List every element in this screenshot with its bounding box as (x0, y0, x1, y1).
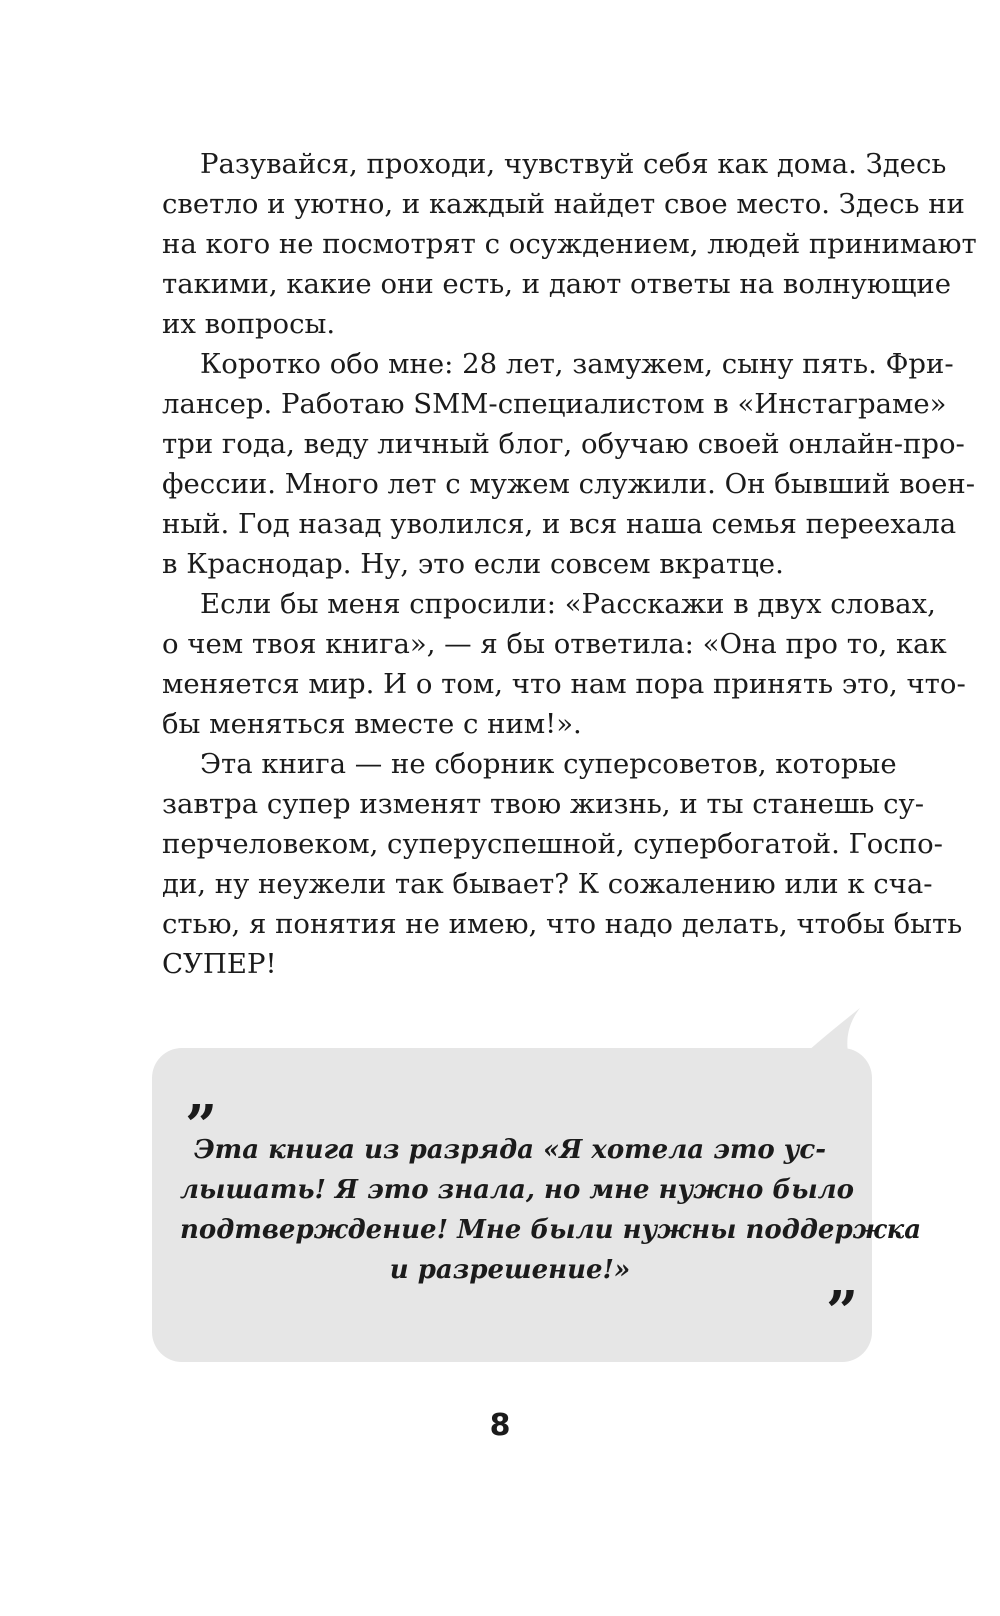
paragraph-3 (162, 584, 966, 744)
paragraph-2 (162, 344, 976, 584)
quote-line: подтверждение! Мне были нужны поддержка (180, 1215, 922, 1245)
body-text (162, 144, 977, 984)
quote-line: лышать! Я это знала, но мне нужно было (180, 1175, 855, 1205)
text-line: бы меняться вместе с ним!». (162, 708, 582, 740)
text-line: завтра супер изменят твою жизнь, и ты станешь су- (162, 788, 925, 820)
text-line: три года, веду личный блог, обучаю своей онлайн-про- (162, 428, 965, 460)
text-line: на кого не посмотрят с осуждением, людей принимают (162, 228, 977, 260)
text-line: светло и уютно, и каждый найдет свое место. Здесь ни (162, 188, 965, 220)
text-line: Эта книга — не сборник суперсоветов, которые (200, 748, 897, 780)
text-line: ный. Год назад уволился, и вся наша семья переехала (162, 508, 957, 540)
text-line: Если бы меня спросили: «Расскажи в двух словах, (200, 588, 936, 620)
open-quote-icon: ” (185, 1093, 218, 1159)
text-line: Коротко обо мне: 28 лет, замужем, сыну пять. Фри- (200, 348, 954, 380)
text-line: ди, ну неужели так бывает? К сожалению или к сча- (162, 868, 933, 900)
text-line: фессии. Много лет с мужем служили. Он бывший воен- (162, 468, 976, 500)
text-line: их вопросы. (162, 308, 336, 340)
text-line: Разувайся, проходи, чувствуй себя как дома. Здесь (200, 148, 947, 180)
text-line: лансер. Работаю SMM-специалистом в «Инстаграме» (162, 388, 947, 420)
quote-line: и разрешение!» (389, 1255, 631, 1285)
text-line: меняется мир. И о том, что нам пора принять это, что- (162, 668, 966, 700)
text-line: о чем твоя книга», — я бы ответила: «Она про то, как (162, 628, 947, 660)
quote-text (180, 1130, 922, 1290)
paragraph-4 (162, 744, 963, 984)
close-quote-icon: ” (826, 1279, 859, 1345)
text-line: СУПЕР! (162, 948, 277, 980)
page-number: 8 (489, 1408, 511, 1443)
quote-line: Эта книга из разряда «Я хотела это ус- (194, 1135, 826, 1165)
text-line: перчеловеком, суперуспешной, супербогатой. Госпо- (162, 828, 943, 860)
text-line: в Краснодар. Ну, это если совсем вкратце. (162, 548, 784, 580)
paragraph-1 (162, 144, 977, 344)
text-line: стью, я понятия не имею, что надо делать, чтобы быть (162, 908, 963, 940)
text-line: такими, какие они есть, и дают ответы на волнующие (162, 268, 952, 300)
